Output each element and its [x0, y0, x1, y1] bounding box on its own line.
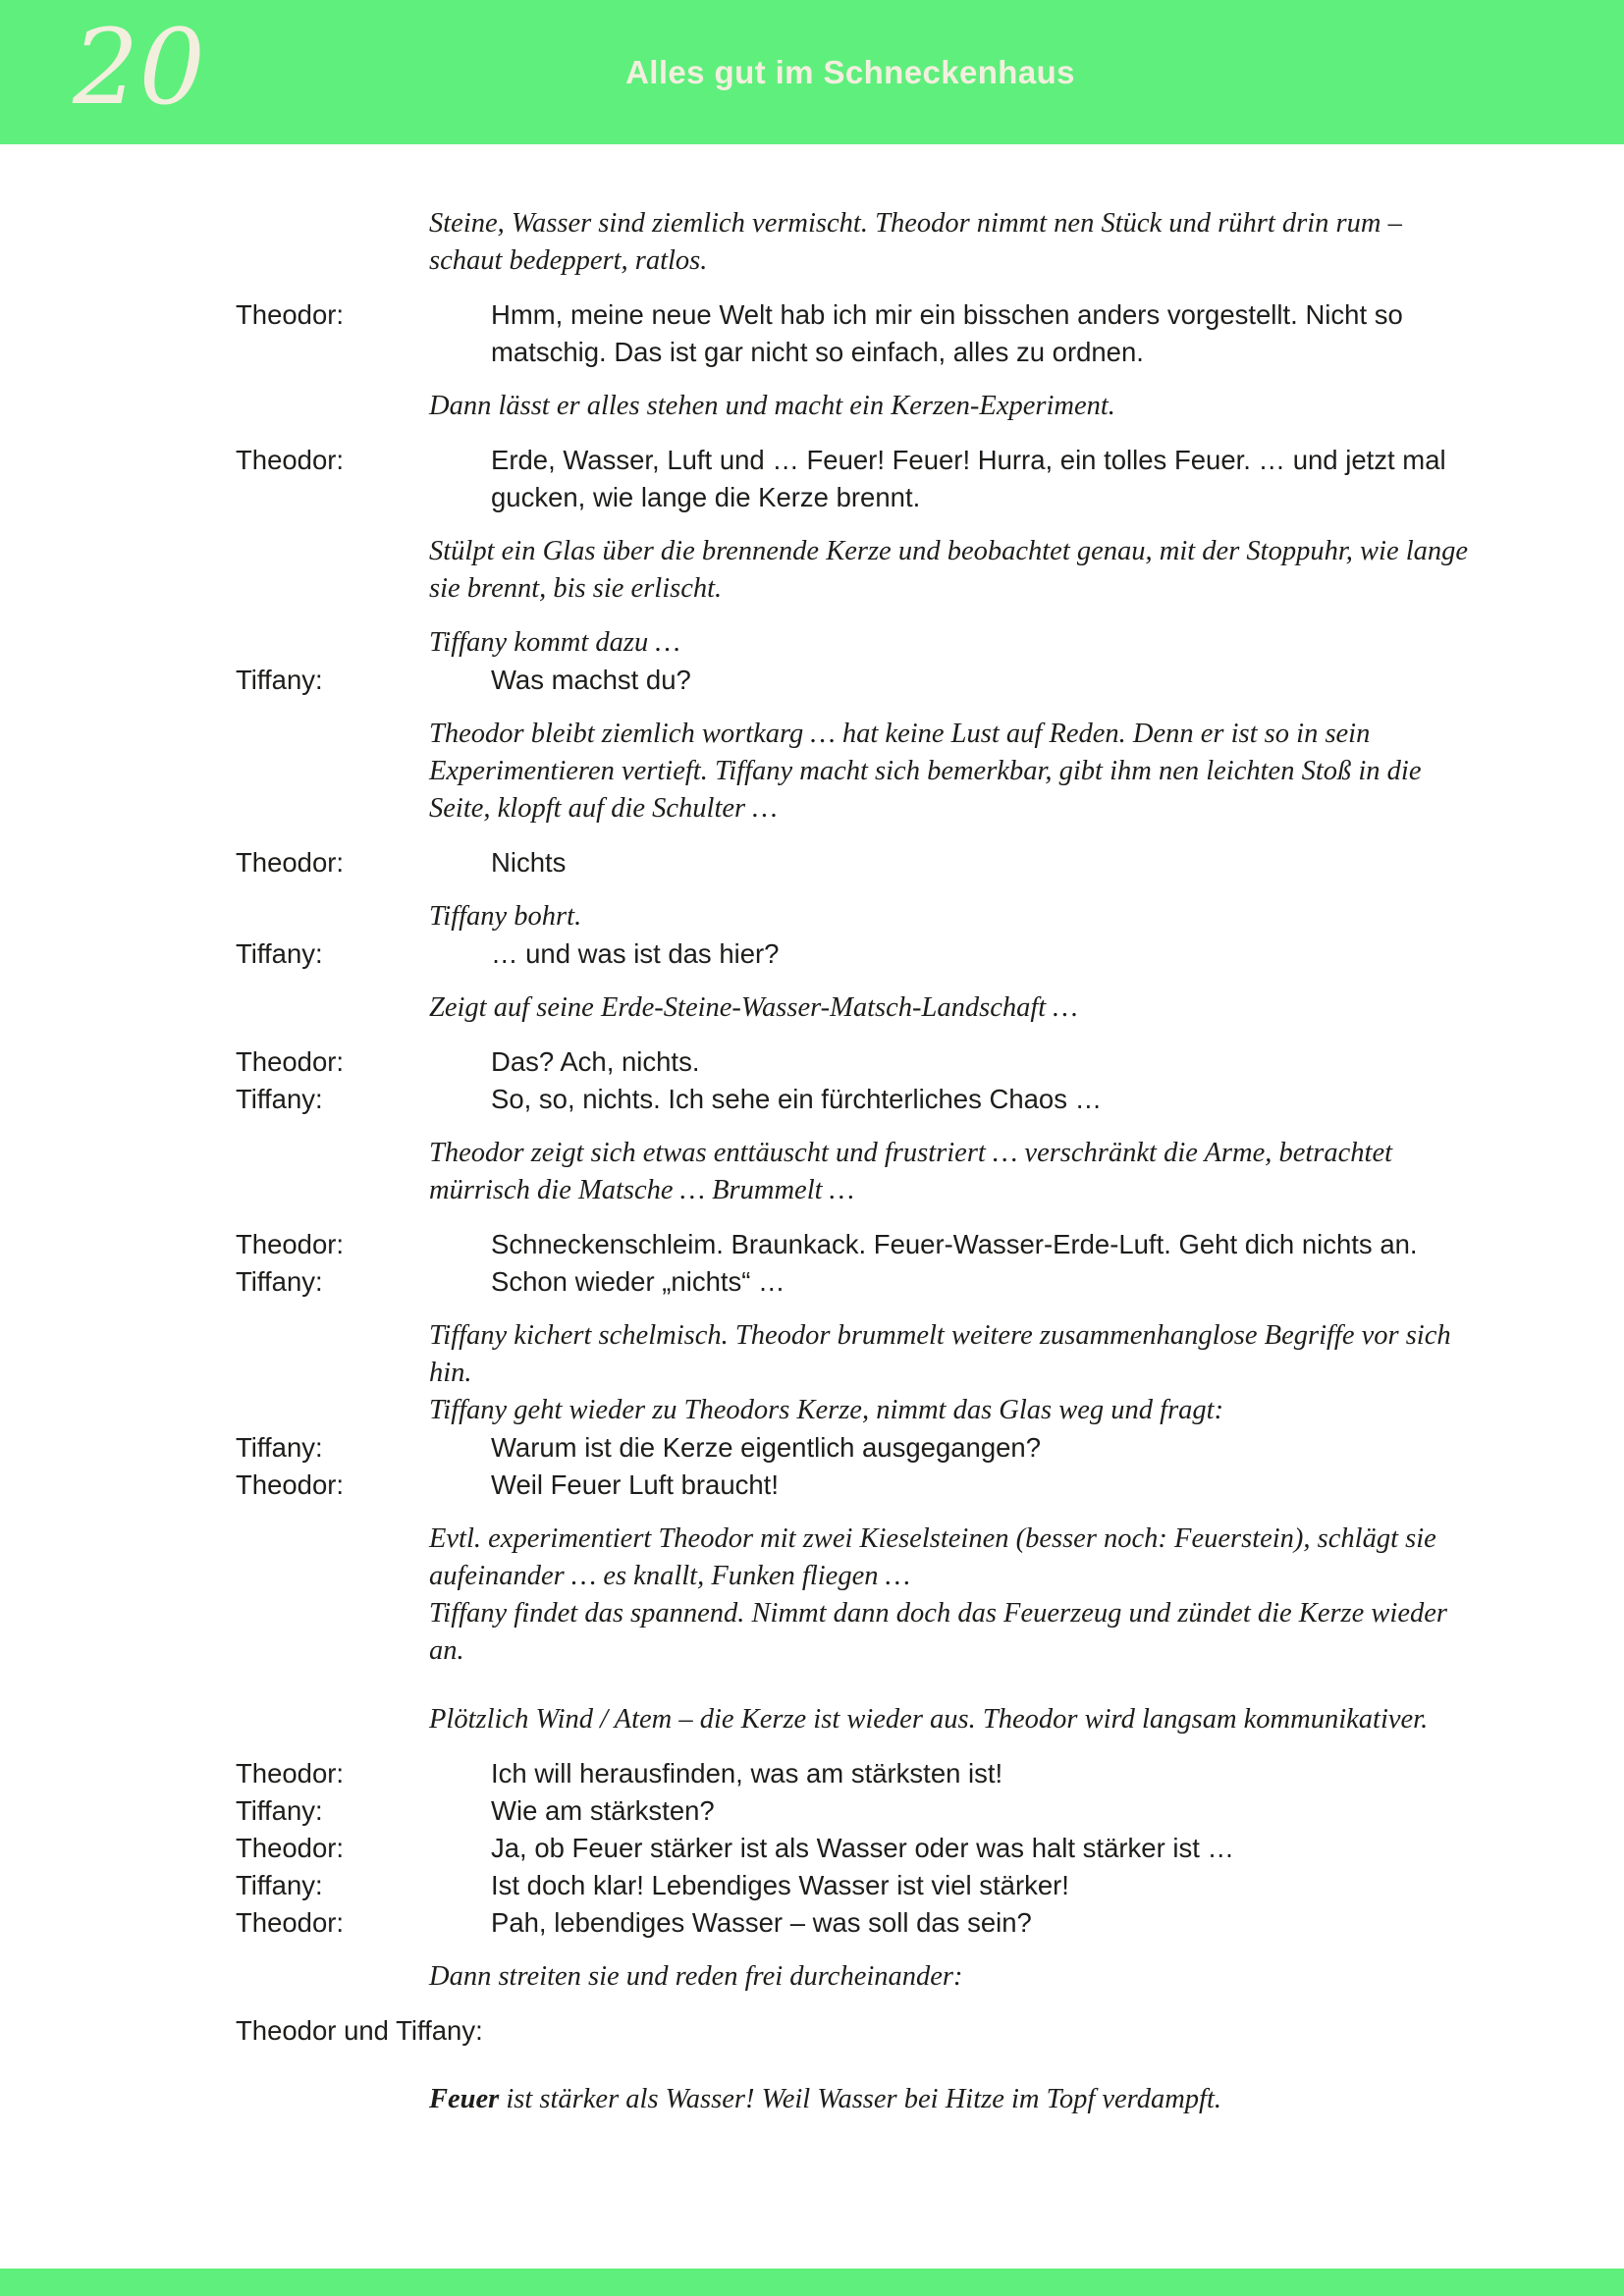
stage-direction: Tiffany kommt dazu …: [429, 627, 680, 658]
page-title: Alles gut im Schneckenhaus: [625, 53, 1075, 90]
dialogue-row: [236, 442, 1469, 516]
dialogue-row: [236, 1755, 1469, 1792]
stage-direction: Plötzlich Wind / Atem – die Kerze ist wieder aus. Theodor wird langsam kommunikativer.: [429, 1704, 1429, 1735]
speakers-line: Theodor und Tiffany:: [236, 2015, 483, 2046]
dialogue-text: Das? Ach, nichts.: [491, 1046, 700, 1077]
dialogue-row: [236, 662, 1469, 699]
speaker-name: Theodor:: [236, 1907, 345, 1938]
stage-direction: Theodor zeigt sich etwas enttäuscht und frustriert … verschränkt die Arme, betrachtet mürrisch die Matsche … Brummelt …: [429, 1138, 1393, 1205]
stage-direction: Steine, Wasser sind ziemlich vermischt. Theodor nimmt nen Stück und rührt drin rum – schaut bedeppert, ratlos.: [429, 208, 1402, 276]
dialogue-text: Nichts: [491, 847, 567, 878]
dialogue-row: [236, 1043, 1469, 1081]
dialogue-text: Ist doch klar! Lebendiges Wasser ist viel stärker!: [491, 1870, 1069, 1900]
dialogue-text: Warum ist die Kerze eigentlich ausgegangen?: [491, 1432, 1042, 1463]
stage-direction: Tiffany bohrt.: [429, 901, 582, 932]
dialogue-text: Ich will herausfinden, was am stärksten ist!: [491, 1758, 1003, 1789]
speaker-name: Tiffany:: [236, 1870, 323, 1900]
dialogue-row: [236, 1867, 1469, 1904]
dialogue-row: [236, 935, 1469, 973]
speaker-name: Tiffany:: [236, 1266, 323, 1297]
dialogue-text: Hmm, meine neue Welt hab ich mir ein bisschen anders vorgestellt. Nicht so matschig. Das ist gar nicht so einfach, alles zu ordnen.: [491, 299, 1403, 367]
dialogue-row: [236, 1904, 1469, 1942]
stage-direction: Dann streiten sie und reden frei durcheinander:: [429, 1961, 963, 1992]
dialogue-row: [236, 1081, 1469, 1118]
dialogue-row: [236, 1263, 1469, 1301]
dialogue-row: [236, 1429, 1469, 1467]
dialogue-row: [236, 1830, 1469, 1867]
stage-direction: Tiffany kichert schelmisch. Theodor brummelt weitere zusammenhanglose Begriffe vor sich hin.: [429, 1320, 1451, 1388]
speaker-name: Theodor:: [236, 1469, 345, 1500]
stage-direction: Tiffany geht wieder zu Theodors Kerze, nimmt das Glas weg und fragt:: [429, 1395, 1224, 1425]
dialogue-text: So, so, nichts. Ich sehe ein fürchterliches Chaos …: [491, 1084, 1103, 1114]
dialogue-row: [236, 1226, 1469, 1263]
dialogue-row: [236, 296, 1469, 371]
dialogue-text: Pah, lebendiges Wasser – was soll das sein?: [491, 1907, 1032, 1938]
speaker-name: Theodor:: [236, 445, 345, 475]
stage-direction: Tiffany findet das spannend. Nimmt dann doch das Feuerzeug und zündet die Kerze wieder an.: [429, 1598, 1447, 1666]
speaker-name: Theodor:: [236, 1758, 345, 1789]
dialogue-row: [236, 844, 1469, 881]
dialogue-text: Weil Feuer Luft braucht!: [491, 1469, 779, 1500]
dialogue-text: … und was ist das hier?: [491, 938, 780, 969]
page-number: 20: [73, 7, 205, 128]
stage-direction: Stülpt ein Glas über die brennende Kerze und beobachtet genau, mit der Stoppuhr, wie lange sie brennt, bis sie erlischt.: [429, 536, 1469, 604]
speaker-name: Theodor:: [236, 1046, 345, 1077]
speaker-name: Theodor:: [236, 847, 345, 878]
dialogue-text: Ja, ob Feuer stärker ist als Wasser oder was halt stärker ist …: [491, 1833, 1235, 1863]
dialogue-row: [236, 1467, 1469, 1504]
stage-direction: Theodor bleibt ziemlich wortkarg … hat keine Lust auf Reden. Denn er ist so in sein Experimentieren vertieft. Tiffany macht sich bemerkbar, gibt ihm nen leichten Stoß in die Seite, klopft auf die Schulter …: [429, 719, 1422, 824]
stage-direction: Dann lässt er alles stehen und macht ein Kerzen-Experiment.: [429, 391, 1115, 421]
dialogue-text: Was machst du?: [491, 665, 691, 695]
emphasized-word: Feuer: [429, 2084, 500, 2114]
dialogue-text: Wie am stärksten?: [491, 1795, 715, 1826]
speaker-name: Tiffany:: [236, 1432, 323, 1463]
stage-direction: Feuer ist stärker als Wasser! Weil Wasser bei Hitze im Topf verdampft.: [429, 2084, 1222, 2114]
speaker-name: Tiffany:: [236, 1795, 323, 1826]
dialogue-row: [236, 1792, 1469, 1830]
speaker-name: Theodor:: [236, 1833, 345, 1863]
speaker-name: Tiffany:: [236, 1084, 323, 1114]
dialogue-text: Schon wieder „nichts“ …: [491, 1266, 785, 1297]
speaker-name: Theodor:: [236, 1229, 345, 1259]
dialogue-text: Schneckenschleim. Braunkack. Feuer-Wasser-Erde-Luft. Geht dich nichts an.: [491, 1229, 1418, 1259]
stage-direction: Zeigt auf seine Erde-Steine-Wasser-Matsch-Landschaft …: [429, 992, 1078, 1023]
speaker-name: Tiffany:: [236, 938, 323, 969]
stage-direction: Evtl. experimentiert Theodor mit zwei Kieselsteinen (besser noch: Feuerstein), schlägt sie aufeinander … es knallt, Funken fliegen …: [429, 1523, 1436, 1591]
script-body: [236, 144, 1469, 2118]
footer-band: [0, 2269, 1624, 2296]
speaker-name: Theodor:: [236, 299, 345, 330]
speaker-name: Tiffany:: [236, 665, 323, 695]
dialogue-text: Erde, Wasser, Luft und … Feuer! Feuer! Hurra, ein tolles Feuer. … und jetzt mal gucken, wie lange die Kerze brennt.: [491, 445, 1446, 512]
